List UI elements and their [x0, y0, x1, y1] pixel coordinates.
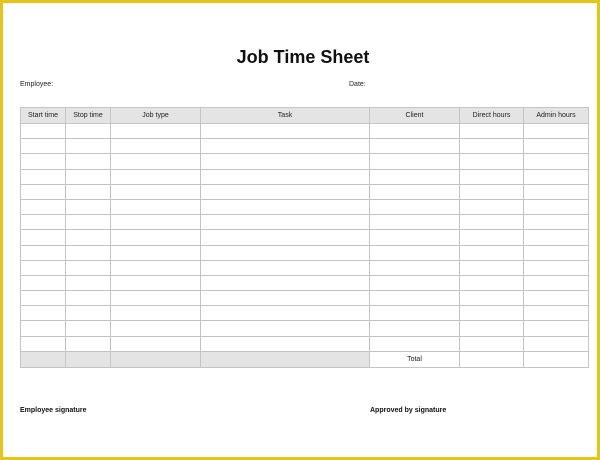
total-row-cell — [66, 351, 111, 367]
table-cell[interactable] — [524, 275, 589, 290]
table-cell[interactable] — [201, 169, 370, 184]
table-cell[interactable] — [21, 154, 66, 169]
table-cell[interactable] — [111, 154, 201, 169]
total-row — [21, 351, 589, 367]
table-cell[interactable] — [524, 139, 589, 154]
table-cell[interactable] — [460, 169, 524, 184]
table-row — [21, 199, 589, 214]
table-cell[interactable] — [370, 230, 460, 245]
table-cell[interactable] — [370, 215, 460, 230]
table-cell[interactable] — [460, 199, 524, 214]
table-row — [21, 230, 589, 245]
total-direct-hours-cell[interactable] — [460, 351, 524, 367]
table-cell[interactable] — [66, 215, 111, 230]
table-cell[interactable] — [201, 260, 370, 275]
total-admin-hours-cell[interactable] — [524, 351, 589, 367]
table-cell[interactable] — [460, 139, 524, 154]
date-label: Date: — [349, 81, 366, 88]
table-cell[interactable] — [370, 291, 460, 306]
table-cell[interactable] — [66, 275, 111, 290]
table-cell[interactable] — [66, 154, 111, 169]
table-cell[interactable] — [66, 336, 111, 351]
table-cell[interactable] — [201, 306, 370, 321]
table-cell[interactable] — [524, 321, 589, 336]
column-header-admin-hours: Admin hours — [524, 108, 589, 124]
table-cell[interactable] — [21, 321, 66, 336]
table-cell[interactable] — [201, 336, 370, 351]
table-cell[interactable] — [460, 154, 524, 169]
table-row — [21, 169, 589, 184]
table-cell[interactable] — [201, 139, 370, 154]
table-cell[interactable] — [21, 306, 66, 321]
table-cell[interactable] — [370, 199, 460, 214]
table-cell[interactable] — [201, 275, 370, 290]
table-cell[interactable] — [370, 154, 460, 169]
time-sheet-table — [20, 107, 589, 368]
table-cell[interactable] — [524, 245, 589, 260]
table-cell[interactable] — [524, 124, 589, 139]
table-cell[interactable] — [111, 199, 201, 214]
table-cell[interactable] — [66, 321, 111, 336]
table-cell[interactable] — [111, 230, 201, 245]
table-cell[interactable] — [201, 124, 370, 139]
table-cell[interactable] — [21, 124, 66, 139]
table-body — [21, 124, 589, 352]
table-cell[interactable] — [370, 245, 460, 260]
table-cell[interactable] — [111, 306, 201, 321]
table-cell[interactable] — [370, 306, 460, 321]
table-cell[interactable] — [21, 139, 66, 154]
approved-by-signature-label: Approved by signature — [370, 407, 447, 414]
table-cell[interactable] — [370, 124, 460, 139]
table-cell[interactable] — [370, 184, 460, 199]
table-cell[interactable] — [111, 275, 201, 290]
table-cell[interactable] — [201, 245, 370, 260]
table-cell[interactable] — [111, 184, 201, 199]
table-cell[interactable] — [460, 321, 524, 336]
table-cell[interactable] — [111, 169, 201, 184]
column-header-direct-hours: Direct hours — [460, 108, 524, 124]
table-cell[interactable] — [66, 124, 111, 139]
table-cell[interactable] — [66, 291, 111, 306]
table-cell[interactable] — [201, 215, 370, 230]
table-cell[interactable] — [21, 199, 66, 214]
table-cell[interactable] — [21, 336, 66, 351]
total-row-cell — [21, 351, 66, 367]
table-cell[interactable] — [21, 215, 66, 230]
table-cell[interactable] — [21, 260, 66, 275]
table-cell[interactable] — [111, 139, 201, 154]
table-cell[interactable] — [524, 199, 589, 214]
table-cell[interactable] — [370, 260, 460, 275]
table-cell[interactable] — [370, 321, 460, 336]
table-cell[interactable] — [370, 336, 460, 351]
table-cell[interactable] — [111, 291, 201, 306]
table-row — [21, 154, 589, 169]
table-cell[interactable] — [66, 260, 111, 275]
column-header-task: Task — [201, 108, 370, 124]
table-cell[interactable] — [111, 321, 201, 336]
table-cell[interactable] — [460, 124, 524, 139]
total-row-cell — [201, 351, 370, 367]
table-cell[interactable] — [460, 306, 524, 321]
column-header-stop-time: Stop time — [66, 108, 111, 124]
table-cell[interactable] — [111, 245, 201, 260]
table-cell[interactable] — [201, 321, 370, 336]
table-cell[interactable] — [460, 275, 524, 290]
table-cell[interactable] — [111, 260, 201, 275]
table-cell[interactable] — [66, 306, 111, 321]
table-cell[interactable] — [201, 230, 370, 245]
table-cell[interactable] — [201, 184, 370, 199]
table-row — [21, 139, 589, 154]
table-cell[interactable] — [21, 245, 66, 260]
table-cell[interactable] — [21, 184, 66, 199]
table-cell[interactable] — [370, 275, 460, 290]
page-title: Job Time Sheet — [236, 47, 370, 67]
employee-signature-label: Employee signature — [20, 407, 87, 414]
table-cell[interactable] — [201, 154, 370, 169]
table-cell[interactable] — [66, 139, 111, 154]
table-cell[interactable] — [66, 184, 111, 199]
table-cell[interactable] — [21, 291, 66, 306]
table-row — [21, 260, 589, 275]
table-row — [21, 184, 589, 199]
table-row — [21, 321, 589, 336]
total-label: Total — [370, 351, 460, 367]
table-row — [21, 275, 589, 290]
table-cell[interactable] — [524, 215, 589, 230]
table-cell[interactable] — [524, 260, 589, 275]
table-cell[interactable] — [370, 139, 460, 154]
column-header-client: Client — [370, 108, 460, 124]
table-row — [21, 124, 589, 139]
table-cell[interactable] — [460, 291, 524, 306]
table-cell[interactable] — [460, 215, 524, 230]
table-row — [21, 306, 589, 321]
table-cell[interactable] — [524, 291, 589, 306]
table-cell[interactable] — [21, 275, 66, 290]
table-cell[interactable] — [460, 260, 524, 275]
table-cell[interactable] — [524, 169, 589, 184]
table-cell[interactable] — [460, 245, 524, 260]
table-row — [21, 336, 589, 351]
table-cell[interactable] — [111, 124, 201, 139]
table-cell[interactable] — [370, 169, 460, 184]
table-row — [21, 291, 589, 306]
table-cell[interactable] — [524, 184, 589, 199]
table-cell[interactable] — [201, 199, 370, 214]
table-cell[interactable] — [66, 199, 111, 214]
table-cell[interactable] — [460, 336, 524, 351]
table-cell[interactable] — [524, 306, 589, 321]
table-cell[interactable] — [111, 215, 201, 230]
table-cell[interactable] — [460, 184, 524, 199]
table-cell[interactable] — [66, 169, 111, 184]
employee-label: Employee: — [20, 81, 54, 88]
table-cell[interactable] — [460, 230, 524, 245]
table-cell[interactable] — [66, 230, 111, 245]
table-cell[interactable] — [524, 154, 589, 169]
total-row-cell — [111, 351, 201, 367]
table-cell[interactable] — [66, 245, 111, 260]
table-cell[interactable] — [21, 169, 66, 184]
column-header-job-type: Job type — [111, 108, 201, 124]
table-cell[interactable] — [524, 230, 589, 245]
header-row — [21, 108, 589, 124]
table-cell[interactable] — [21, 230, 66, 245]
table-cell[interactable] — [201, 291, 370, 306]
table-row — [21, 245, 589, 260]
column-header-start-time: Start time — [21, 108, 66, 124]
table-cell[interactable] — [524, 336, 589, 351]
table-cell[interactable] — [111, 336, 201, 351]
table-row — [21, 215, 589, 230]
